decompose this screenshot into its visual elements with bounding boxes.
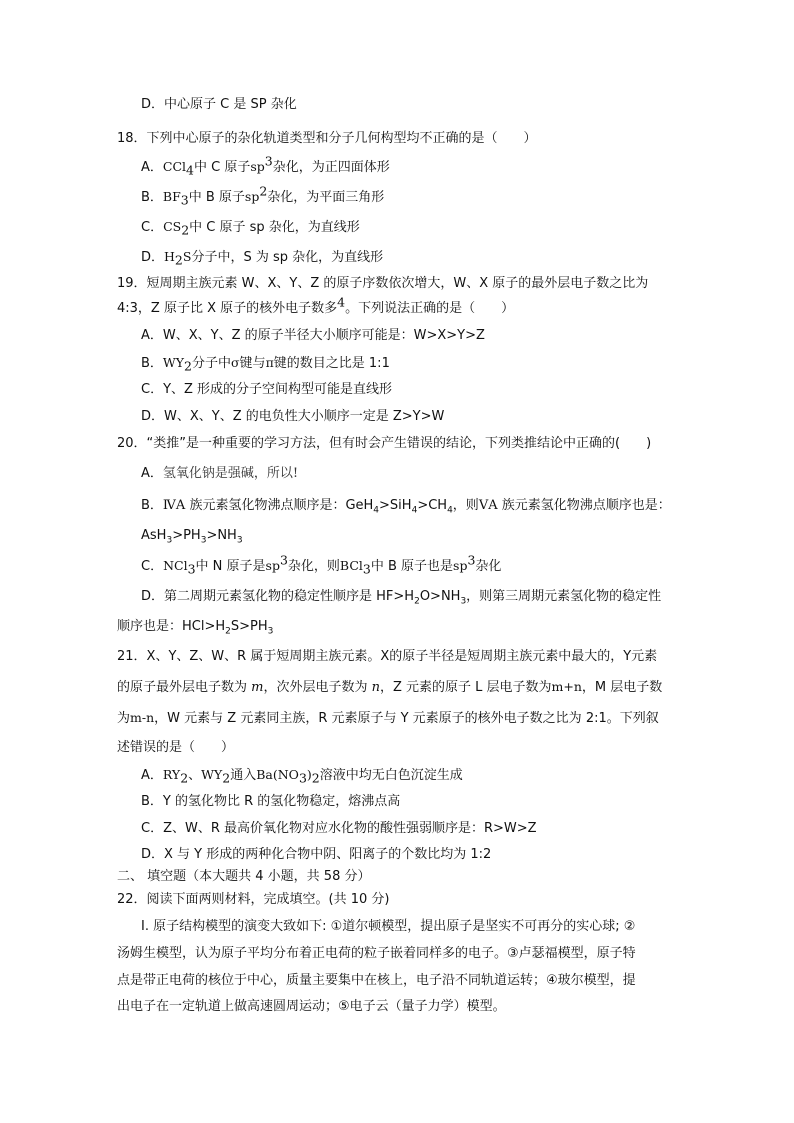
- q19-option-d: D．W、X、Y、Z 的电负性大小顺序一定是 Z>Y>W: [141, 409, 445, 424]
- q21-option-d: D．X 与 Y 形成的两种化合物中阴、阳离子的个数比均为 1:2: [141, 847, 492, 862]
- question-18-stem: 18．下列中心原子的杂化轨道类型和分子几何构型均不正确的是（ ）: [117, 131, 537, 146]
- q21-option-a: A．$RY_2$、$WY_2$通入$Ba(NO_3)_2$溶液中均无白色沉淀生成: [141, 767, 463, 786]
- q18-option-d: D．$H_2S$分子中，S 为 sp 杂化，为直线形: [141, 249, 384, 268]
- section-2-heading: 二、 填空题（本大题共 4 小题，共 58 分）: [117, 869, 371, 884]
- q21-option-b: B．Y 的氢化物比 R 的氢化物稳定，熔沸点高: [141, 794, 401, 809]
- q21-option-c: C．Z、W、R 最高价氧化物对应水化物的酸性强弱顺序是：R>W>Z: [141, 821, 537, 836]
- question-22-stem: 22．阅读下面两则材料，完成填空。(共 10 分): [117, 892, 390, 907]
- q18-option-a: A．CCl$_4$中 C 原子$sp^3$杂化，为正四面体形: [141, 153, 390, 178]
- q22-material-1-line4: 出电子在一定轨道上做高速圆周运动；⑤电子云（量子力学）模型。: [117, 999, 506, 1014]
- q20-option-a: A．氢氧化钠是强碱，所以!: [141, 466, 299, 481]
- question-20-stem: 20．“类推”是一种重要的学习方法，但有时会产生错误的结论，下列类推结论中正确的( ): [117, 436, 652, 451]
- question-21-stem-line4: 述错误的是（ ）: [117, 740, 235, 755]
- line-q17-option-d: D．中心原子 C 是 SP 杂化: [141, 97, 297, 112]
- q18-option-c: C．$CS_2$中 C 原子 sp 杂化，为直线形: [141, 219, 360, 238]
- q20-option-d-line1: D．第二周期元素氢化物的稳定性顺序是 $HF>H_2O>NH_3$，则第三周期元素氢化物的稳定性: [141, 589, 662, 607]
- question-19-stem-line2: 4:3，Z 原子比 X 原子的核外电子数多$^4$。下列说法正确的是（ ）: [117, 294, 515, 316]
- q22-material-1-line2: 汤姆生模型，认为原子平均分布着正电荷的粒子嵌着同样多的电子。③卢瑟福模型，原子特: [117, 946, 636, 961]
- question-21-stem-line1: 21．X、Y、Z、W、R 属于短周期主族元素。X的原子半径是短周期主族元素中最大的，Y元素: [117, 649, 658, 664]
- q20-option-b-line1: B．ⅣA 族元素氢化物沸点顺序是：$GeH_4>SiH_4>CH_4$，则ⅤA 族元素氢化物沸点顺序也是：: [141, 498, 671, 516]
- q22-material-1-line1: Ⅰ. 原子结构模型的演变大致如下: ①道尔顿模型，提出原子是坚实不可再分的实心球; ②: [141, 919, 636, 934]
- q20-option-d-line2: 顺序也是：$HCl>H_2S>PH_3$: [117, 619, 274, 637]
- q18-option-b: B．$BF_3$中 B 原子$sp^2$杂化，为平面三角形: [141, 183, 385, 208]
- q19-option-b: B．$WY_2$分子中σ键与π键的数目之比是 1:1: [141, 355, 390, 374]
- q20-option-c: C．NCl$_3$中 N 原子是$sp^3$杂化，则BCl$_3$中 B 原子也是$sp^3$杂化: [141, 552, 502, 577]
- q20-option-b-line2: $AsH_3>PH_3>NH_3$: [141, 528, 243, 546]
- q22-material-1-line3: 点是带正电荷的核位于中心，质量主要集中在核上，电子沿不同轨道运转；④玻尔模型，提: [117, 973, 636, 988]
- q19-option-a: A．W、X、Y、Z 的原子半径大小顺序可能是：W>X>Y>Z: [141, 328, 485, 343]
- question-21-stem-line3: 为m-n，W 元素与 Z 元素同主族，R 元素原子与 Y 元素原子的核外电子数之比为 2:1。下列叙: [117, 710, 659, 726]
- question-21-stem-line2: 的原子最外层电子数为 m，次外层电子数为 n，Z 元素的原子 L 层电子数为m+n，M 层电子数: [117, 679, 663, 695]
- question-19-stem-line1: 19．短周期主族元素 W、X、Y、Z 的原子序数依次增大，W、X 原子的最外层电子数之比为: [117, 276, 649, 291]
- q19-option-c: C．Y、Z 形成的分子空间构型可能是直线形: [141, 382, 393, 397]
